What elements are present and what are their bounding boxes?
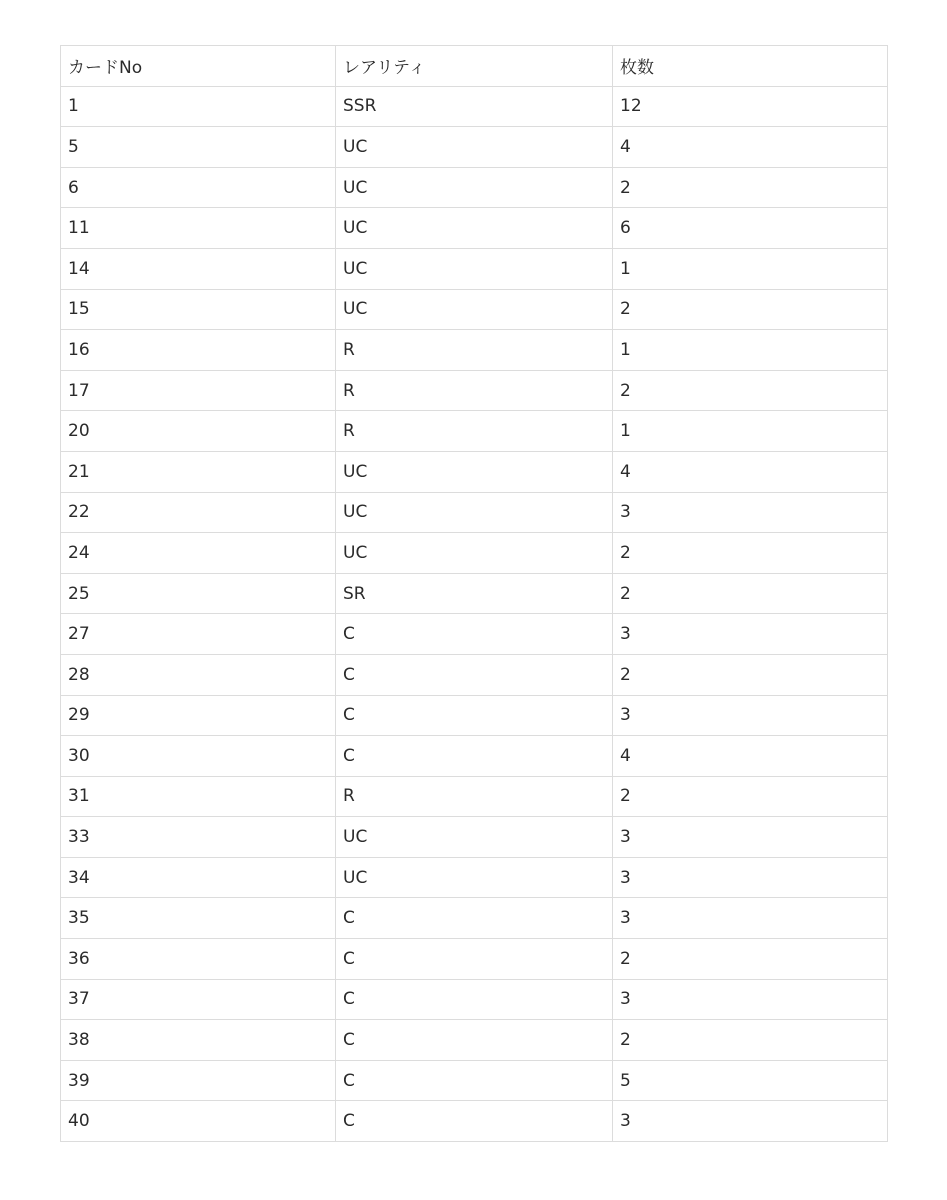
rarity-cell: UC [336,857,613,898]
table-row [61,817,888,858]
rarity-cell: R [336,776,613,817]
card-no-cell: 33 [61,817,336,858]
count-cell: 2 [613,289,888,330]
count-cell: 2 [613,654,888,695]
count-cell: 4 [613,451,888,492]
card-no-cell: 14 [61,248,336,289]
rarity-cell: SSR [336,86,613,127]
rarity-cell: C [336,1101,613,1142]
count-cell: 12 [613,86,888,127]
table-row [61,857,888,898]
count-cell: 3 [613,857,888,898]
count-cell: 3 [613,614,888,655]
table-row [61,939,888,980]
table-row [61,289,888,330]
count-cell: 2 [613,1020,888,1061]
table-row [61,898,888,939]
card-no-cell: 5 [61,127,336,168]
table-row [61,533,888,574]
table-row [61,208,888,249]
rarity-cell: C [336,654,613,695]
rarity-cell: UC [336,208,613,249]
table-row [61,573,888,614]
header-row [61,46,888,87]
header-count: 枚数 [613,46,888,87]
table-row [61,86,888,127]
table-row [61,167,888,208]
table-body [61,86,888,1141]
card-no-cell: 6 [61,167,336,208]
card-no-cell: 1 [61,86,336,127]
table-row [61,1060,888,1101]
card-table [60,45,888,1142]
card-no-cell: 30 [61,736,336,777]
card-no-cell: 22 [61,492,336,533]
header-rarity: レアリティ [336,46,613,87]
rarity-cell: UC [336,127,613,168]
rarity-cell: R [336,370,613,411]
rarity-cell: SR [336,573,613,614]
count-cell: 1 [613,248,888,289]
table-row [61,492,888,533]
card-no-cell: 17 [61,370,336,411]
rarity-cell: C [336,1060,613,1101]
card-no-cell: 37 [61,979,336,1020]
table-row [61,1101,888,1142]
rarity-cell: C [336,695,613,736]
count-cell: 2 [613,573,888,614]
rarity-cell: UC [336,248,613,289]
card-no-cell: 34 [61,857,336,898]
card-table-container [60,45,887,1142]
card-no-cell: 39 [61,1060,336,1101]
count-cell: 4 [613,127,888,168]
table-row [61,451,888,492]
table-row [61,370,888,411]
rarity-cell: R [336,411,613,452]
rarity-cell: C [336,939,613,980]
count-cell: 6 [613,208,888,249]
card-no-cell: 40 [61,1101,336,1142]
rarity-cell: UC [336,817,613,858]
rarity-cell: C [336,979,613,1020]
card-no-cell: 20 [61,411,336,452]
card-no-cell: 28 [61,654,336,695]
card-no-cell: 36 [61,939,336,980]
table-row [61,127,888,168]
rarity-cell: UC [336,533,613,574]
rarity-cell: R [336,330,613,371]
count-cell: 4 [613,736,888,777]
table-header [61,46,888,87]
count-cell: 3 [613,898,888,939]
table-row [61,411,888,452]
card-no-cell: 16 [61,330,336,371]
count-cell: 3 [613,695,888,736]
count-cell: 2 [613,370,888,411]
count-cell: 5 [613,1060,888,1101]
rarity-cell: UC [336,289,613,330]
card-no-cell: 15 [61,289,336,330]
count-cell: 3 [613,817,888,858]
table-row [61,979,888,1020]
count-cell: 3 [613,492,888,533]
count-cell: 3 [613,1101,888,1142]
table-row [61,736,888,777]
card-no-cell: 35 [61,898,336,939]
table-row [61,695,888,736]
table-row [61,248,888,289]
rarity-cell: UC [336,492,613,533]
count-cell: 1 [613,411,888,452]
card-no-cell: 31 [61,776,336,817]
rarity-cell: C [336,736,613,777]
card-no-cell: 21 [61,451,336,492]
card-no-cell: 29 [61,695,336,736]
count-cell: 2 [613,533,888,574]
table-row [61,1020,888,1061]
table-row [61,654,888,695]
table-row [61,614,888,655]
rarity-cell: C [336,614,613,655]
rarity-cell: C [336,898,613,939]
rarity-cell: UC [336,167,613,208]
count-cell: 1 [613,330,888,371]
rarity-cell: C [336,1020,613,1061]
rarity-cell: UC [336,451,613,492]
table-row [61,776,888,817]
header-card-no: カードNo [61,46,336,87]
count-cell: 3 [613,979,888,1020]
count-cell: 2 [613,776,888,817]
card-no-cell: 27 [61,614,336,655]
card-no-cell: 11 [61,208,336,249]
count-cell: 2 [613,167,888,208]
card-no-cell: 38 [61,1020,336,1061]
count-cell: 2 [613,939,888,980]
card-no-cell: 25 [61,573,336,614]
card-no-cell: 24 [61,533,336,574]
table-row [61,330,888,371]
